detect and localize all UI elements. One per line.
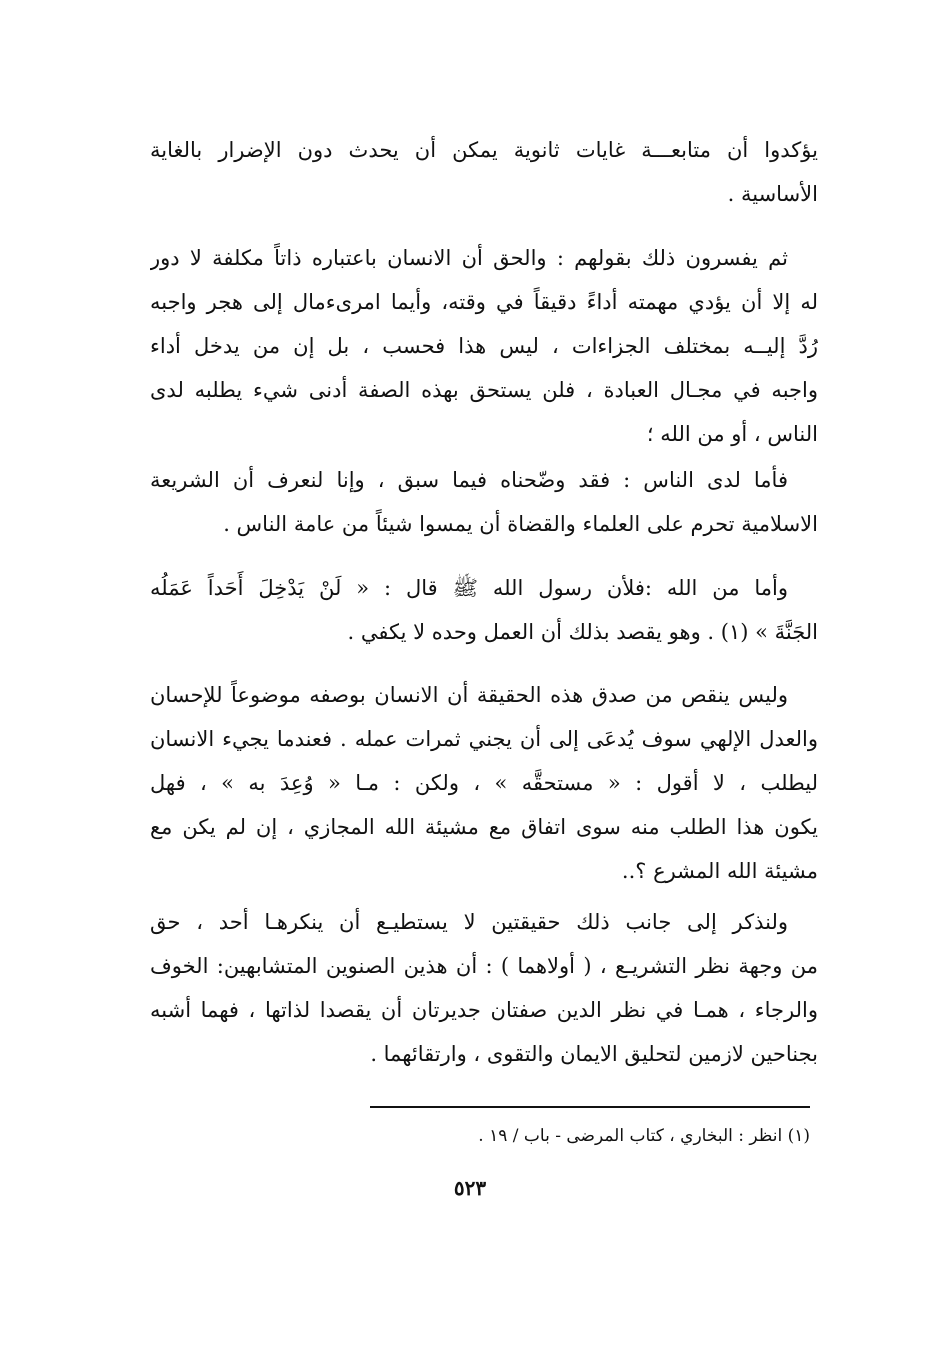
text-line: من وجهة نظر التشريـع ، ( أولاهما ) : أن هذين الصنوين المتشابهين: الخوف xyxy=(150,954,818,978)
footnote-divider xyxy=(370,1106,810,1108)
text-line: مشيئة الله المشرع ؟.. xyxy=(621,859,818,883)
text-line: رُدَّ إليــه بمختلف الجزاءات ، ليس هذا فحسب ، بل إن من يدخل أداء xyxy=(150,334,818,358)
text-line: له إلا أن يؤدي مهمته أداءً دقيقاً في وقته، وأيما امرىءمال إلى هجر واجبه xyxy=(150,290,818,314)
text-line: يؤكدوا أن متابعـــة غايات ثانوية يمكن أن يحدث دون الإضرار بالغاية xyxy=(150,138,818,162)
text-line: بجناحين لازمين لتحليق الايمان والتقوى ، وارتقائهما . xyxy=(370,1042,818,1066)
text-line: ليطلب ، لا أقول : « مستحقَّه » ، ولكن : مـا « وُعِدَ به » ، فهل xyxy=(150,771,818,795)
paragraph-5 xyxy=(150,673,818,893)
text-line: فأما لدى الناس : فقد وضّحناه فيما سبق ، وإنا لنعرف أن الشريعة xyxy=(150,468,788,492)
text-line: الناس ، أو من الله ؛ xyxy=(646,422,818,446)
text-line: والرجاء ، همـا في نظر الدين صفتان جديرتان أن يقصدا لذاتها ، فهما أشبه xyxy=(150,998,818,1022)
text-line: واجبه في مجـال العبادة ، فلن يستحق بهذه الصفة أدنى شيء يطلبه لدى xyxy=(150,378,818,402)
text-line: والعدل الإلهي سوف يُدعَى إلى أن يجني ثمرات عمله . فعندما يجيء الانسان xyxy=(150,727,818,751)
text-line: ولنذكر إلى جانب ذلك حقيقتين لا يستطيـع أن ينكرهـا أحد ، حق xyxy=(150,910,788,934)
text-line: وأما من الله :فلأن رسول الله ﷺ قال : « لَنْ يَدْخِلَ أَحَداً عَمَلُه xyxy=(150,576,788,600)
paragraph-6 xyxy=(150,900,818,1076)
paragraph-4 xyxy=(150,566,818,654)
text-line: الجَنَّةَ » (١) . وهو يقصد بذلك أن العمل وحده لا يكفي . xyxy=(347,620,818,644)
paragraph-2 xyxy=(150,236,818,456)
text-line: يكون هذا الطلب منه سوى اتفاق مع مشيئة الله المجازي ، إن لم يكن مع xyxy=(150,815,818,839)
paragraph-1 xyxy=(150,128,818,216)
paragraph-3 xyxy=(150,458,818,546)
page-number: ٥٢٣ xyxy=(453,1176,487,1200)
footnote: (١) انظر : البخاري ، كتاب المرضى - باب / ١٩ . xyxy=(478,1126,810,1146)
text-line: وليس ينقص من صدق هذه الحقيقة أن الانسان بوصفه موضوعاً للإحسان xyxy=(150,683,788,707)
text-line: الأساسية . xyxy=(727,182,818,206)
text-line: الاسلامية تحرم على العلماء والقضاة أن يمسوا شيئاً من عامة الناس . xyxy=(223,512,818,536)
text-line: ثم يفسرون ذلك بقولهم : والحق أن الانسان باعتباره ذاتاً مكلفة لا دور xyxy=(150,246,788,270)
